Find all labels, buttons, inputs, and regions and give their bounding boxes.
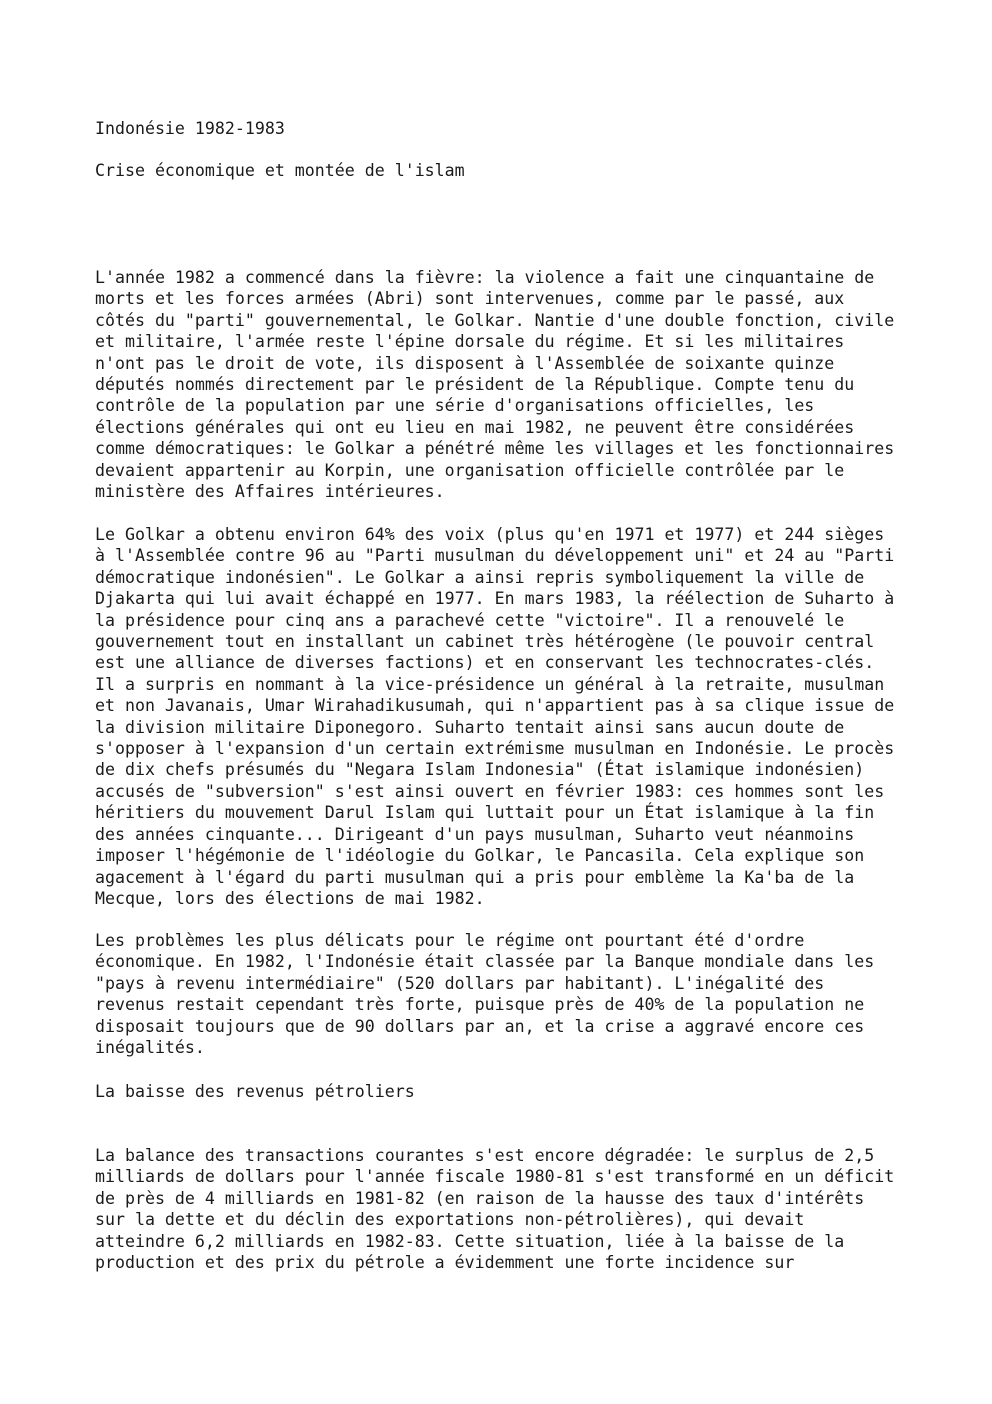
body-paragraph-4: La balance des transactions courantes s'est encore dégradée: le surplus de 2,5 milliards de dollars pour l'année fiscale 1980-81 s'est transformé en un déficit de près de 4 milliards en 1981-82 (en raison de la hausse des taux d'intérêts sur la dette et du déclin des exportations non-pétrolières), qui devait atteindre 6,2 milliards en 1982-83. Cette situation, liée à la baisse de la production et des prix du pétrole a évidemment une forte incidence sur (95, 1146, 895, 1273)
document-title: Indonésie 1982-1983 (95, 119, 285, 138)
section-heading: La baisse des revenus pétroliers (95, 1082, 415, 1101)
body-paragraph-1: L'année 1982 a commencé dans la fièvre: la violence a fait une cinquantaine de morts et les forces armées (Abri) sont intervenues, comme par le passé, aux côtés du "parti" gouvernemental, le Golkar. Nantie d'une double fonction, civile et militaire, l'armée reste l'épine dorsale du régime. Et si les militaires n'ont pas le droit de vote, ils disposent à l'Assemblée de soixante quinze députés nommés directement par le président de la République. Compte tenu du contrôle de la population par une série d'organisations officielles, les élections générales qui ont eu lieu en mai 1982, ne peuvent être considérées comme démocratiques: le Golkar a pénétré même les villages et les fonctionnaires devaient appartenir au Korpin, une organisation officielle contrôlée par le ministère des Affaires intérieures. (95, 268, 895, 502)
body-paragraph-3: Les problèmes les plus délicats pour le régime ont pourtant été d'ordre économique. En 1982, l'Indonésie était classée par la Banque mondiale dans les "pays à revenu intermédiaire" (520 dollars par habitant). L'inégalité des revenus restait cependant très forte, puisque près de 40% de la population ne disposait toujours que de 90 dollars par an, et la crise a aggravé encore ces inégalités. (95, 931, 875, 1058)
body-paragraph-2: Le Golkar a obtenu environ 64% des voix (plus qu'en 1971 et 1977) et 244 sièges à l'Assemblée contre 96 au "Parti musulman du développement uni" et 24 au "Parti démocratique indonésien". Le Golkar a ainsi repris symboliquement la ville de Djakarta qui lui avait échappé en 1977. En mars 1983, la réélection de Suharto à la présidence pour cinq ans a parachevé cette "victoire". Il a renouvelé le gouvernement tout en installant un cabinet très hétérogène (le pouvoir central est une alliance de diverses factions) et en conservant les technocrates-clés. Il a surpris en nommant à la vice-présidence un général à la retraite, musulman et non Javanais, Umar Wirahadikusumah, qui n'appartient pas à sa clique issue de la division militaire Diponegoro. Suharto tentait ainsi sans aucun doute de s'opposer à l'expansion d'un certain extrémisme musulman en Indonésie. Le procès de dix chefs présumés du "Negara Islam Indonesia" (État islamique indonésien) accusés de "subversion" s'est ainsi ouvert en février 1983: ces hommes sont les héritiers du mouvement Darul Islam qui luttait pour un État islamique à la fin des années cinquante... Dirigeant d'un pays musulman, Suharto veut néanmoins imposer l'hégémonie de l'idéologie du Golkar, le Pancasila. Cela explique son agacement à l'égard du parti musulman qui a pris pour emblème la Ka'ba de la Mecque, lors des élections de mai 1982. (95, 525, 895, 908)
document-subtitle: Crise économique et montée de l'islam (95, 161, 465, 180)
